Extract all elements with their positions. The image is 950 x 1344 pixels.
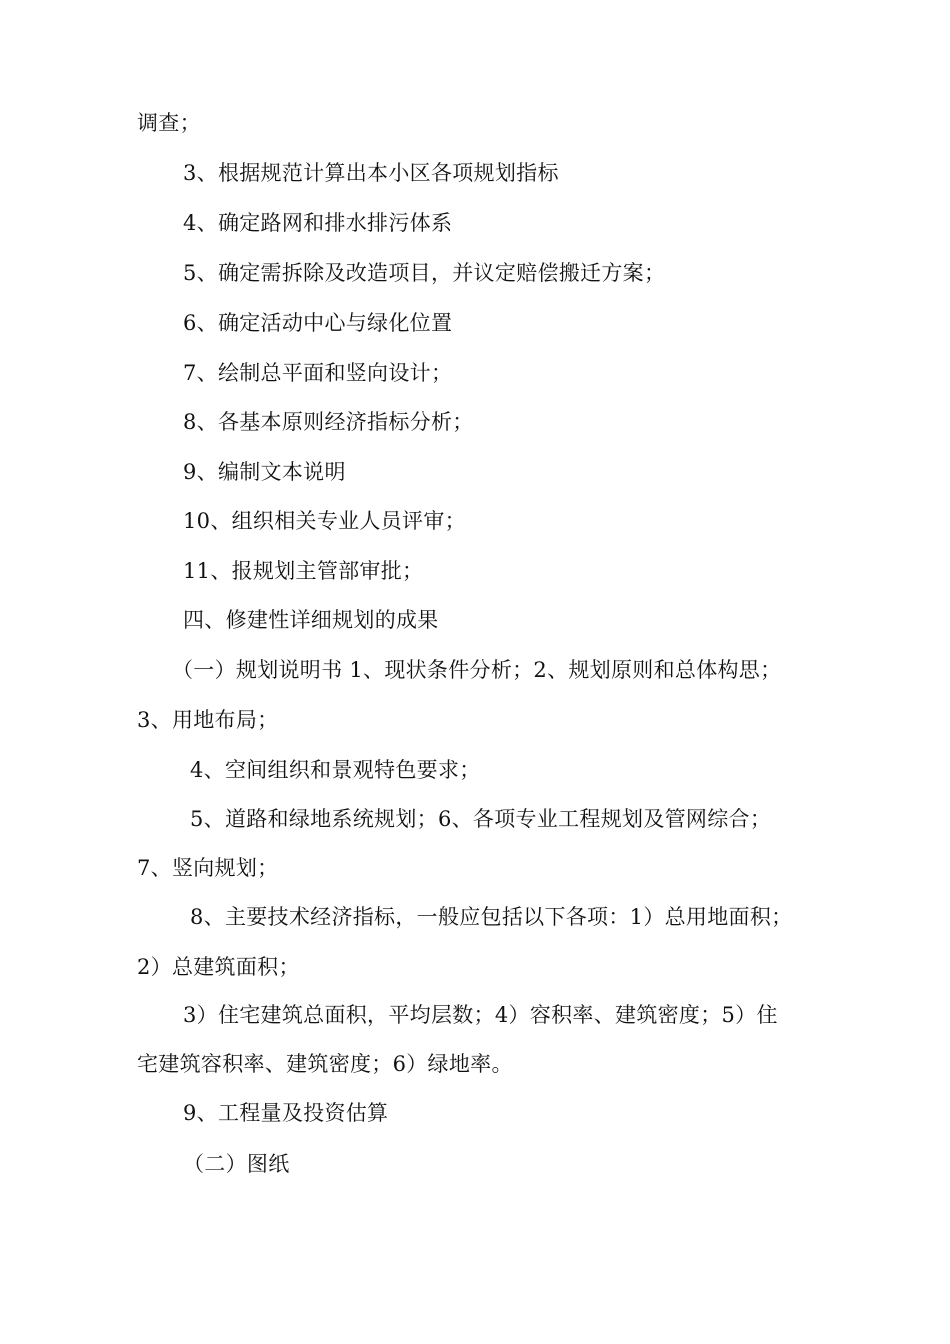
text-line: 6、确定活动中心与绿化位置 [183, 311, 453, 335]
text-line: 4、空间组织和景观特色要求； [190, 758, 481, 782]
text-line: 3、根据规范计算出本小区各项规划指标 [183, 161, 559, 185]
text-line: 3）住宅建筑总面积，平均层数；4）容积率、建筑密度；5）住 [183, 1003, 778, 1027]
text-line: 11、报规划主管部审批； [183, 559, 424, 583]
text-line: 8、各基本原则经济指标分析； [183, 410, 474, 434]
text-line: 7、绘制总平面和竖向设计； [183, 361, 453, 385]
text-line: 4、确定路网和排水排污体系 [183, 211, 453, 235]
text-line: 3、用地布局； [137, 708, 279, 732]
text-line: 8、主要技术经济指标，一般应包括以下各项：1）总用地面积； [190, 905, 793, 929]
text-line: 5、确定需拆除及改造项目，并议定赔偿搬迁方案； [183, 261, 666, 285]
text-line: 10、组织相关专业人员评审； [183, 509, 466, 533]
section-heading: （二）图纸 [183, 1152, 290, 1176]
text-line: （一）规划说明书 1、现状条件分析；2、规划原则和总体构思； [172, 658, 782, 682]
text-line: 7、竖向规划； [137, 856, 279, 880]
text-line: 9、工程量及投资估算 [183, 1101, 389, 1125]
text-line: 9、编制文本说明 [183, 460, 346, 484]
section-heading: 四、修建性详细规划的成果 [183, 608, 439, 632]
text-line: 2）总建筑面积； [137, 955, 300, 979]
text-line: 调查； [137, 111, 201, 135]
text-line: 5、道路和绿地系统规划；6、各项专业工程规划及管网综合； [190, 807, 772, 831]
text-line: 宅建筑容积率、建筑密度；6）绿地率。 [137, 1052, 513, 1076]
